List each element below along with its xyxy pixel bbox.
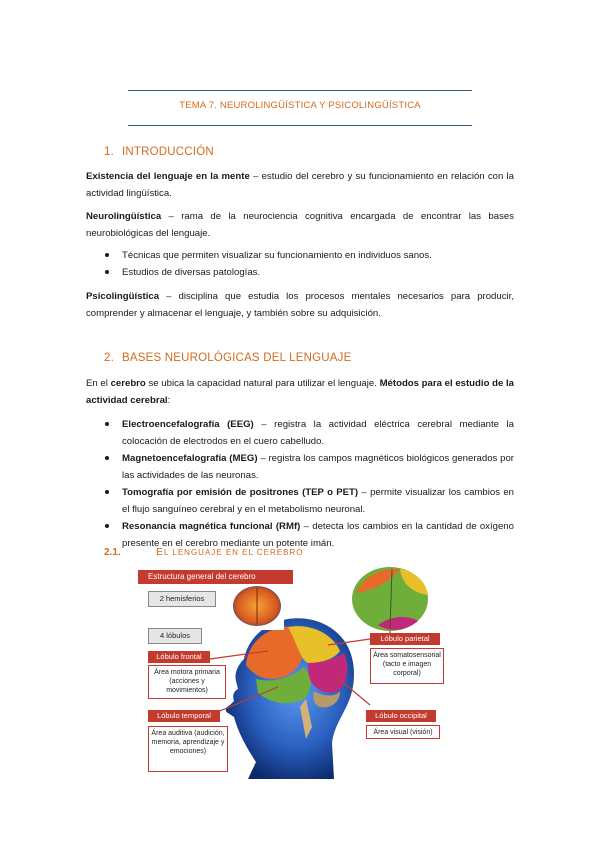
method-meg-text: – registra los campos magnéticos biológicos generados por las actividades de las neuronas. [122, 453, 514, 481]
method-pet-term: Tomografía por emisión de positrones (TEP o PET) [122, 487, 359, 498]
paragraph-mente [86, 168, 514, 202]
subsection-title-initial: E [156, 546, 165, 558]
list-item [104, 450, 514, 484]
list-item: Estudios de diversas patologías. [104, 264, 514, 281]
frontal-lobe-label: Lóbulo frontal [148, 651, 210, 663]
text-neurolinguistica: – rama de la neurociencia cognitiva encargada de encontrar las bases neurobiológicas del lenguaje. [86, 211, 514, 239]
section-2-title: BASES NEUROLÓGICAS DEL LENGUAJE [122, 352, 352, 364]
method-rmf-term: Resonancia magnética funcional (RMf) [122, 521, 301, 532]
term-metodos: Métodos para el estudio de la actividad cerebral [86, 378, 514, 406]
term-existencia: Existencia del lenguaje en la mente [86, 171, 250, 182]
subsection-number: 2.1. [104, 547, 121, 558]
brain-figure [138, 567, 460, 779]
method-eeg-term: Electroencefalografía (EEG) [122, 419, 254, 430]
occipital-lobe-description: Área visual (visión) [366, 725, 440, 739]
list-item: Técnicas que permiten visualizar su funcionamiento en individuos sanos. [104, 247, 514, 264]
text-intro-a: En el [86, 378, 111, 389]
frontal-lobe-description: Área motora primaria (acciones y movimientos) [148, 665, 226, 699]
paragraph-cerebro [86, 375, 514, 409]
text-intro-d: : [167, 395, 171, 406]
term-psicolinguistica: Psicolingüística [86, 291, 160, 302]
paragraph-psicolinguistica [86, 288, 514, 322]
parietal-lobe-label: Lóbulo parietal [370, 633, 440, 645]
paragraph-neurolinguistica [86, 208, 514, 242]
subsection-title-rest: L LENGUAJE EN EL CEREBRO [164, 548, 304, 557]
subsection-heading [104, 546, 303, 558]
term-neurolinguistica: Neurolingüística [86, 211, 162, 222]
lobes-box: 4 lóbulos [148, 628, 202, 644]
section-1-title: INTRODUCCIÓN [122, 146, 214, 158]
method-rmf-text: – detecta los cambios en la cantidad de oxígeno presente en el cerebro mediante un potente imán. [122, 521, 514, 549]
method-eeg-text: – registra la actividad eléctrica cerebral mediante la colocación de electrodos en el cuero cabelludo. [122, 419, 514, 447]
text-intro-c: se ubica la capacidad natural para utilizar el lenguaje. [145, 378, 380, 389]
section-1-number: 1. [104, 146, 114, 158]
title-rule-bottom [128, 125, 472, 126]
temporal-lobe-label: Lóbulo temporal [148, 710, 220, 722]
list-item [104, 416, 514, 450]
title-rule-top [128, 90, 472, 91]
neurolinguistica-bullets [104, 247, 514, 281]
hemispheres-box: 2 hemisferios [148, 591, 216, 607]
temporal-lobe-description: Área auditiva (audición, memoria, aprendizaje y emociones) [148, 726, 228, 772]
parietal-lobe-description: Área somatosensorial (tacto e imagen corporal) [370, 648, 444, 684]
page-title: TEMA 7. NEUROLINGÜÍSTICA Y PSICOLINGÜÍSTICA [179, 100, 421, 111]
text-existencia: – estudio del cerebro y su funcionamiento en relación con la actividad lingüística. [86, 171, 514, 199]
occipital-lobe-label: Lóbulo occipital [366, 710, 436, 722]
method-meg-term: Magnetoencefalografía (MEG) [122, 453, 258, 464]
section-1-heading [104, 146, 214, 158]
method-pet-text: – permite visualizar los cambios en el flujo sanguíneo cerebral y en el metabolismo neuronal. [122, 487, 514, 515]
term-cerebro: cerebro [110, 378, 146, 389]
methods-list [104, 416, 514, 552]
section-2-heading [104, 352, 351, 364]
subsection-title [156, 548, 303, 557]
text-psicolinguistica: – disciplina que estudia los procesos mentales necesarios para producir, comprender y almacenar el lenguaje, y también sobre su adquisición. [86, 291, 514, 319]
section-2-number: 2. [104, 352, 114, 364]
list-item [104, 484, 514, 518]
figure-header: Estructura general del cerebro [138, 570, 293, 584]
